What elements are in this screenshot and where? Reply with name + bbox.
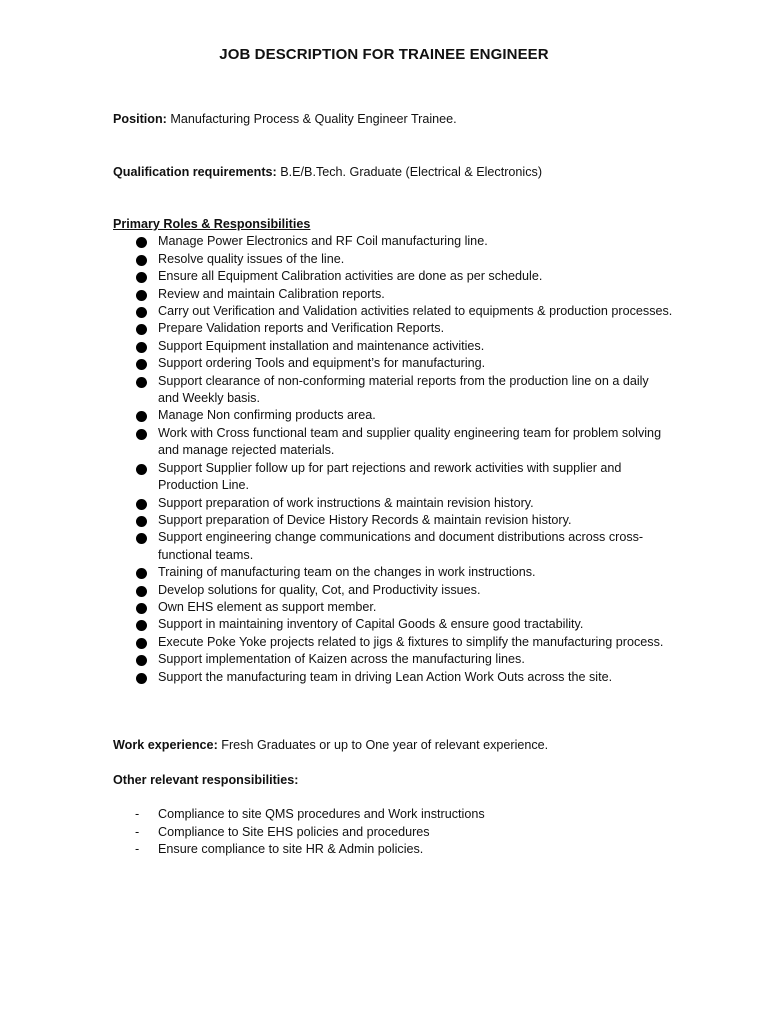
qualification-label: Qualification requirements: (113, 165, 277, 179)
dash-icon: - (135, 807, 140, 822)
list-item (113, 268, 673, 285)
bullet-icon (136, 533, 147, 544)
list-item (113, 233, 673, 250)
list-item-text: Carry out Verification and Validation activities related to equipments & production processes. (158, 304, 673, 319)
list-item (113, 634, 673, 651)
bullet-icon (136, 638, 147, 649)
other-heading: Other relevant responsibilities: (113, 773, 299, 787)
list-item-text: Support implementation of Kaizen across the manufacturing lines. (158, 652, 525, 667)
list-item-text: Execute Poke Yoke projects related to jigs & fixtures to simplify the manufacturing process. (158, 634, 664, 649)
bullet-icon (136, 411, 147, 422)
list-item-text: Support in maintaining inventory of Capital Goods & ensure good tractability. (158, 617, 584, 632)
roles-list (113, 233, 673, 686)
list-item-text: Support clearance of non-conforming material reports from the production line on a daily and Weekly basis. (158, 373, 649, 406)
list-item-text: Support Equipment installation and maintenance activities. (158, 338, 485, 353)
bullet-icon (136, 464, 147, 475)
list-item-text: Ensure all Equipment Calibration activities are done as per schedule. (158, 269, 543, 284)
list-item (113, 529, 673, 564)
qualification-line (113, 164, 673, 181)
position-label: Position: (113, 112, 167, 126)
list-item (113, 841, 673, 858)
qualification-value: B.E/B.Tech. Graduate (Electrical & Electronics) (276, 165, 543, 179)
bullet-icon (136, 516, 147, 527)
bullet-icon (136, 499, 147, 510)
list-item (113, 806, 673, 823)
list-item (113, 303, 673, 320)
list-item (113, 824, 673, 841)
list-item (113, 460, 673, 495)
list-item (113, 582, 673, 599)
list-item-text: Resolve quality issues of the line. (158, 251, 345, 266)
list-item (113, 338, 673, 355)
bullet-icon (136, 237, 147, 248)
bullet-icon (136, 342, 147, 353)
list-item (113, 616, 673, 633)
list-item-text: Training of manufacturing team on the changes in work instructions. (158, 565, 536, 580)
experience-line (113, 737, 673, 754)
bullet-icon (136, 429, 147, 440)
bullet-icon (136, 586, 147, 597)
list-item (113, 286, 673, 303)
list-item-text: Support the manufacturing team in driving Lean Action Work Outs across the site. (158, 669, 613, 684)
list-item (113, 564, 673, 581)
list-item-text: Support Supplier follow up for part rejections and rework activities with supplier and Production Line. (158, 460, 622, 493)
list-item-text: Work with Cross functional team and supplier quality engineering team for problem solving and manage rejected materials. (158, 425, 662, 458)
position-value: Manufacturing Process & Quality Engineer Trainee. (166, 112, 457, 126)
list-item-text: Develop solutions for quality, Cot, and Productivity issues. (158, 582, 481, 597)
bullet-icon (136, 377, 147, 388)
list-item-text: Support ordering Tools and equipment’s for manufacturing. (158, 356, 486, 371)
bullet-icon (136, 568, 147, 579)
list-item (113, 495, 673, 512)
list-item (113, 251, 673, 268)
bullet-icon (136, 603, 147, 614)
other-list (113, 806, 673, 858)
list-item-text: Manage Power Electronics and RF Coil manufacturing line. (158, 234, 488, 249)
experience-label: Work experience: (113, 738, 218, 752)
document-title: JOB DESCRIPTION FOR TRAINEE ENGINEER (219, 46, 549, 63)
list-item (113, 320, 673, 337)
list-item (113, 599, 673, 616)
list-item-text: Manage Non confirming products area. (158, 408, 376, 423)
list-item-text: Support preparation of work instructions & maintain revision history. (158, 495, 534, 510)
list-item-text: Ensure compliance to site HR & Admin policies. (158, 842, 424, 857)
list-item-text: Prepare Validation reports and Verification Reports. (158, 321, 445, 336)
experience-value: Fresh Graduates or up to One year of relevant experience. (217, 738, 549, 752)
list-item (113, 669, 673, 686)
list-item-text: Support engineering change communications and document distributions across cross-functional teams. (158, 530, 644, 562)
bullet-icon (136, 255, 147, 266)
list-item (113, 512, 673, 529)
list-item-text: Compliance to site QMS procedures and Work instructions (158, 807, 485, 822)
other-section (113, 772, 673, 859)
bullet-icon (136, 307, 147, 318)
list-item-text: Review and maintain Calibration reports. (158, 286, 385, 301)
position-line (113, 111, 673, 128)
bullet-icon (136, 272, 147, 283)
list-item-text: Compliance to Site EHS policies and procedures (158, 824, 430, 839)
bullet-icon (136, 324, 147, 335)
list-item (113, 355, 673, 372)
list-item-text: Own EHS element as support member. (158, 599, 377, 614)
bullet-icon (136, 359, 147, 370)
roles-section (113, 216, 673, 686)
dash-icon: - (135, 842, 140, 857)
list-item (113, 425, 673, 460)
list-item-text: Support preparation of Device History Records & maintain revision history. (158, 512, 572, 527)
bullet-icon (136, 290, 147, 301)
list-item (113, 407, 673, 424)
list-item (113, 373, 673, 408)
bullet-icon (136, 673, 147, 684)
dash-icon: - (135, 824, 140, 839)
bullet-icon (136, 655, 147, 666)
bullet-icon (136, 620, 147, 631)
list-item (113, 651, 673, 668)
roles-heading: Primary Roles & Responsibilities (113, 217, 311, 231)
